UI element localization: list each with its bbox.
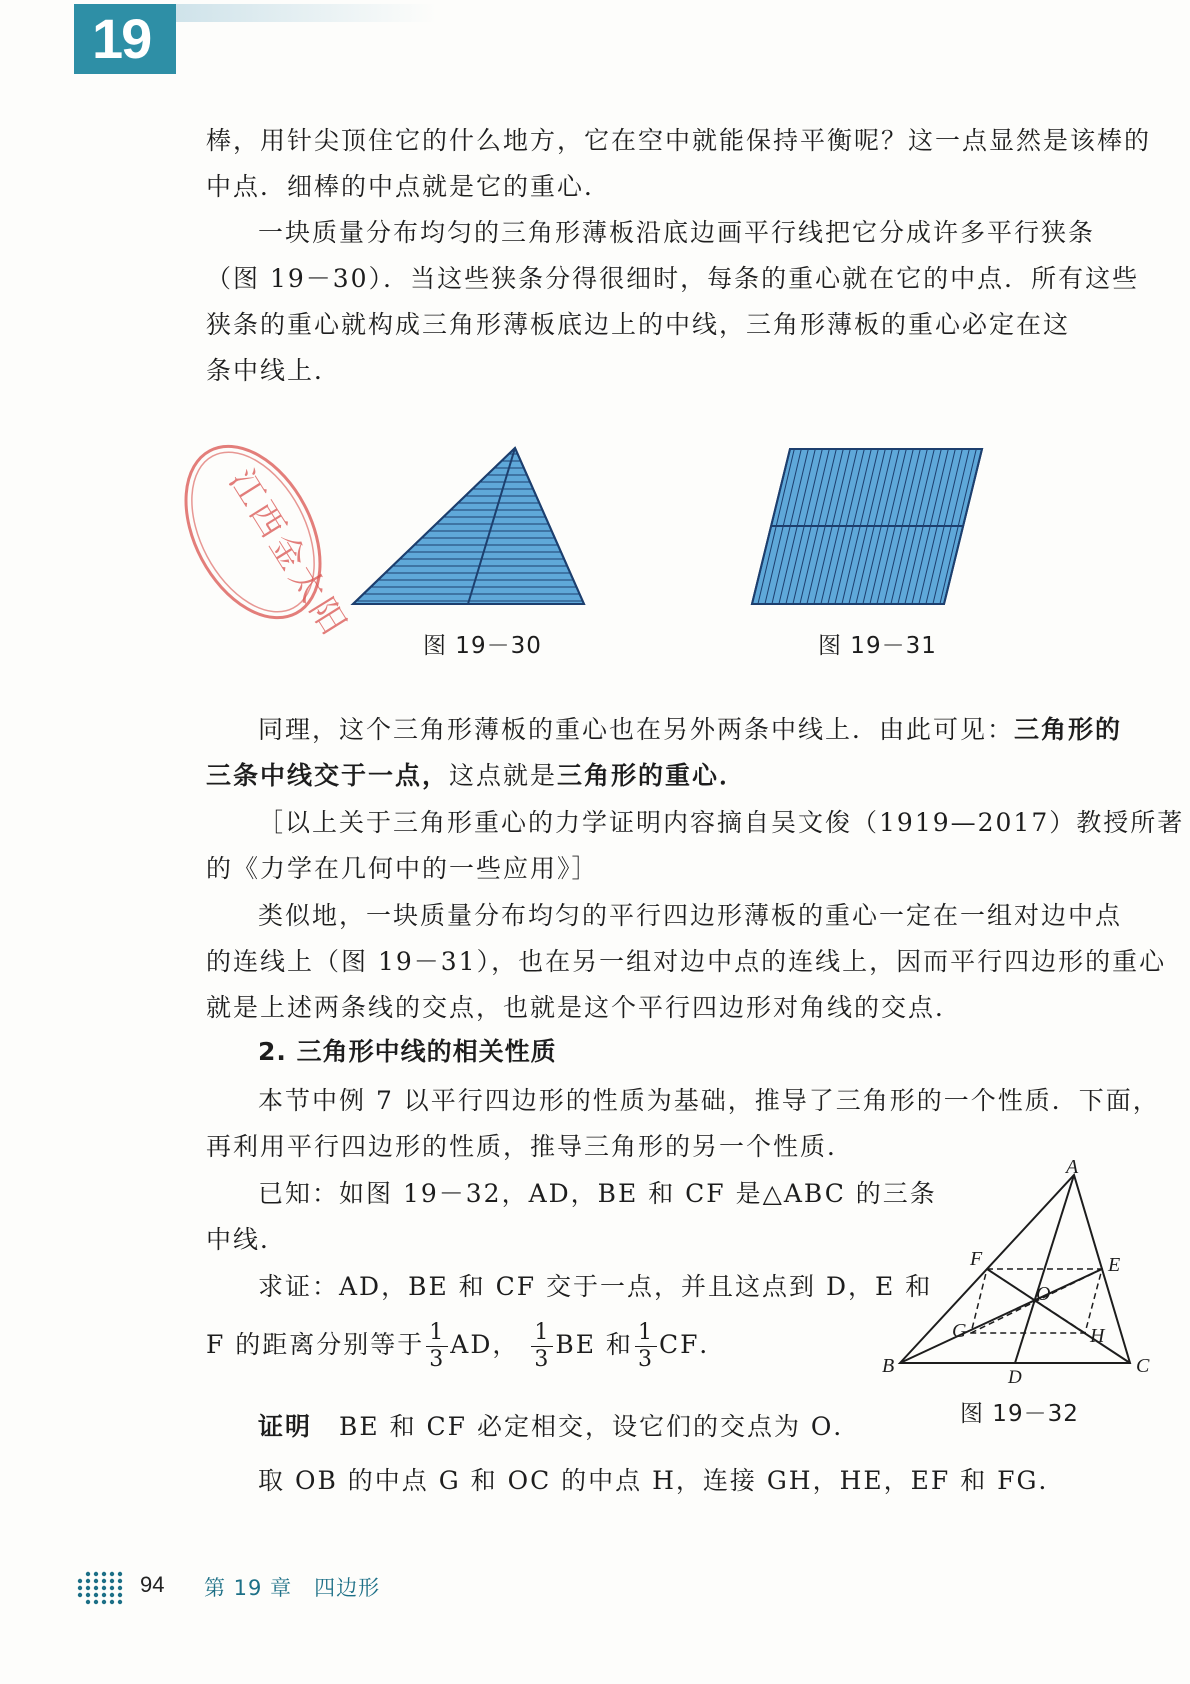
fraction-one-third bbox=[531, 1320, 553, 1373]
fraction-numerator: 1 bbox=[635, 1320, 657, 1347]
given-statement bbox=[206, 1171, 937, 1263]
fraction-one-third bbox=[426, 1320, 448, 1373]
dot bbox=[94, 1600, 98, 1604]
dot bbox=[102, 1586, 106, 1590]
dot bbox=[110, 1593, 114, 1597]
strip-line bbox=[974, 446, 1012, 608]
median-ad bbox=[1015, 1175, 1074, 1363]
dot bbox=[86, 1579, 90, 1583]
strip-line bbox=[988, 446, 1026, 608]
section-title: 2. 三角形中线的相关性质 bbox=[258, 1037, 557, 1066]
dot bbox=[78, 1579, 82, 1583]
text-line: （图 19－30）．当这些狭条分得很细时，每条的重心就在它的中点．所有这些 bbox=[206, 264, 1140, 293]
dot bbox=[94, 1572, 98, 1576]
label-c: C bbox=[1136, 1355, 1150, 1377]
text-line: 已知：如图 19－32，AD，BE 和 CF 是△ABC 的三条 bbox=[258, 1179, 937, 1208]
fraction-denominator: 3 bbox=[637, 1347, 654, 1372]
text-line: 一块质量分布均匀的三角形薄板沿底边画平行线把它分成许多平行狭条 bbox=[258, 218, 1096, 247]
label-b: B bbox=[882, 1355, 895, 1377]
text-run: 同理，这个三角形薄板的重心也在另外两条中线上．由此可见： bbox=[258, 715, 1015, 744]
page-footer bbox=[74, 1568, 474, 1608]
label-a: A bbox=[1066, 1156, 1079, 1178]
text-line bbox=[206, 1320, 846, 1373]
fraction-numerator: 1 bbox=[531, 1320, 553, 1347]
strip-line bbox=[722, 446, 760, 608]
text-line: 条中线上． bbox=[206, 356, 342, 385]
paragraph-4 bbox=[206, 800, 1185, 892]
paragraph-2 bbox=[206, 210, 1138, 394]
strip-line bbox=[981, 446, 1019, 608]
text-run-bold: 三角形的 bbox=[1014, 715, 1123, 744]
label-o: O bbox=[1036, 1283, 1051, 1305]
paragraph-3 bbox=[206, 707, 1138, 799]
dot bbox=[118, 1586, 122, 1590]
dot bbox=[110, 1579, 114, 1583]
text-line: 的《力学在几何中的一些应用》］ bbox=[206, 854, 599, 883]
figure-19-31-parallelogram bbox=[748, 446, 988, 608]
dot bbox=[102, 1579, 106, 1583]
fraction-one-third bbox=[635, 1320, 657, 1373]
text-run: F 的距离分别等于 bbox=[206, 1330, 425, 1359]
text-line: 本节中例 7 以平行四边形的性质为基础，推导了三角形的一个性质．下面， bbox=[258, 1086, 1160, 1115]
dot bbox=[118, 1579, 122, 1583]
dot bbox=[118, 1572, 122, 1576]
dot bbox=[102, 1600, 106, 1604]
page-number: 94 bbox=[140, 1572, 165, 1597]
text-line: 取 OB 的中点 G 和 OC 的中点 H，连接 GH，HE，EF 和 FG． bbox=[258, 1466, 1066, 1495]
dot bbox=[118, 1600, 122, 1604]
figure-19-32-caption: 图 19－32 bbox=[960, 1401, 1079, 1427]
dot bbox=[94, 1586, 98, 1590]
dot bbox=[86, 1572, 90, 1576]
dot bbox=[86, 1586, 90, 1590]
text-run: CF． bbox=[658, 1330, 727, 1359]
strip-line bbox=[995, 446, 1033, 608]
chapter-number: 19 bbox=[92, 7, 151, 70]
text-line: 求证：AD，BE 和 CF 交于一点，并且这点到 D，E 和 bbox=[258, 1272, 933, 1301]
text-line: 类似地，一块质量分布均匀的平行四边形薄板的重心一定在一组对边中点 bbox=[258, 901, 1123, 930]
paragraph-6 bbox=[206, 1078, 1160, 1170]
dot bbox=[110, 1586, 114, 1590]
text-run-bold: 三条中线交于一点， bbox=[206, 761, 450, 790]
text-line: ［以上关于三角形重心的力学证明内容摘自吴文俊（1919—2017）教授所著 bbox=[258, 808, 1185, 837]
text-run: 这点就是 bbox=[449, 761, 558, 790]
figure-19-32-triangle-medians bbox=[880, 1156, 1155, 1388]
label-g: G bbox=[952, 1320, 967, 1342]
chapter-tab bbox=[74, 4, 176, 74]
stamp-seal bbox=[178, 432, 356, 645]
svg-text:江西金太阳: 江西金太阳 bbox=[220, 462, 356, 645]
chapter-title: 第 19 章 四边形 bbox=[204, 1576, 381, 1600]
dot bbox=[86, 1593, 90, 1597]
dot bbox=[102, 1572, 106, 1576]
dot bbox=[86, 1600, 90, 1604]
text-line bbox=[206, 707, 1138, 753]
text-line: 就是上述两条线的交点，也就是这个平行四边形对角线的交点． bbox=[206, 993, 963, 1022]
paragraph-5 bbox=[206, 893, 1167, 1031]
text-line: 棒，用针尖顶住它的什么地方，它在空中就能保持平衡呢？这一点显然是该棒的 bbox=[206, 126, 1152, 155]
text-line: 中线． bbox=[206, 1225, 288, 1254]
text-run: AD， bbox=[450, 1330, 520, 1359]
figure-19-30-triangle bbox=[350, 446, 590, 608]
label-d: D bbox=[1008, 1367, 1022, 1388]
label-e: E bbox=[1108, 1254, 1121, 1276]
text-line: 再利用平行四边形的性质，推导三角形的另一个性质． bbox=[206, 1132, 855, 1161]
text-line: 狭条的重心就构成三角形薄板底边上的中线，三角形薄板的重心必定在这 bbox=[206, 310, 1071, 339]
figure-19-30-caption: 图 19－30 bbox=[423, 633, 542, 659]
dot bbox=[110, 1600, 114, 1604]
text-run-bold: 三角形的重心． bbox=[557, 761, 747, 790]
paragraph-1 bbox=[206, 118, 1152, 210]
proof-label: 证明 bbox=[258, 1412, 313, 1441]
label-h: H bbox=[1090, 1325, 1105, 1347]
dot bbox=[94, 1593, 98, 1597]
text-run: BE 和 CF 必定相交，设它们的交点为 O． bbox=[339, 1412, 861, 1441]
chapter-header-bar bbox=[176, 4, 436, 22]
dot bbox=[78, 1586, 82, 1590]
label-f: F bbox=[970, 1248, 983, 1270]
dot bbox=[94, 1579, 98, 1583]
prove-statement bbox=[206, 1264, 933, 1373]
dot bbox=[110, 1572, 114, 1576]
dot-grid-icon bbox=[74, 1568, 134, 1608]
dot bbox=[102, 1593, 106, 1597]
text-run: BE 和 bbox=[555, 1330, 633, 1359]
strip-line bbox=[715, 446, 753, 608]
figure-19-31-caption: 图 19－31 bbox=[818, 633, 937, 659]
fraction-denominator: 3 bbox=[534, 1347, 551, 1372]
dot bbox=[118, 1593, 122, 1597]
dot bbox=[78, 1593, 82, 1597]
fraction-numerator: 1 bbox=[426, 1320, 448, 1347]
text-line: 的连线上（图 19－31），也在另一组对边中点的连线上，因而平行四边形的重心 bbox=[206, 947, 1167, 976]
text-line: 中点．细棒的中点就是它的重心． bbox=[206, 172, 612, 201]
fraction-denominator: 3 bbox=[429, 1347, 446, 1372]
strip-line bbox=[708, 446, 746, 608]
text-line bbox=[206, 753, 1138, 799]
